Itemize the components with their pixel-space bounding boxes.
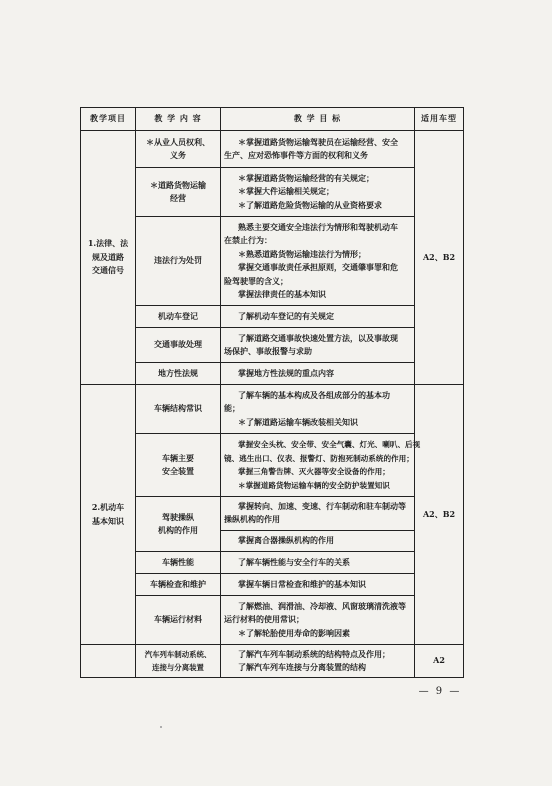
content-cell xyxy=(136,306,221,328)
vehicle-cell: A2、B2 xyxy=(415,131,464,385)
header-row xyxy=(81,108,464,131)
table-row xyxy=(81,645,464,678)
content-line: 车辆运行材料 xyxy=(154,614,202,625)
goal-cell xyxy=(221,552,415,574)
goal-cell xyxy=(221,168,415,217)
goal-line: 操纵机构的作用 xyxy=(224,514,280,525)
content-line: 汽车列车制动系统、 xyxy=(144,649,212,659)
goal-line: 运行材料的使用常识； xyxy=(224,614,304,625)
goal-line: 了解机动车登记的有关规定 xyxy=(238,310,334,321)
table-row xyxy=(81,596,464,645)
item-line: 规及道路 xyxy=(92,251,124,262)
goal-line: ＊掌握道路货物运输车辆的安全防护装置知识 xyxy=(238,480,390,490)
content-line: 车辆性能 xyxy=(162,556,194,567)
content-line: 机构的作用 xyxy=(158,525,198,535)
goal-line: 掌握离合器操纵机构的作用 xyxy=(238,535,334,546)
goal-line: 镜、逃生出口、仪表、报警灯、防抱死制动系统的作用； xyxy=(224,453,414,463)
vehicle-cell: A2、B2 xyxy=(415,385,464,645)
table-row xyxy=(81,131,464,168)
item-line: 1.法律、法 xyxy=(87,238,129,249)
table-row xyxy=(81,168,464,217)
goal-line: 掌握地方性法规的重点内容 xyxy=(238,367,334,378)
content-line: ＊道路货物运输 xyxy=(150,179,206,190)
content-cell xyxy=(136,552,221,574)
goal-cell xyxy=(221,306,415,328)
goal-cell xyxy=(221,530,415,551)
goal-line: 了解道路交通事故快速处置方法，以及事故现 xyxy=(238,332,398,343)
content-line: 交通事故处理 xyxy=(154,339,202,350)
goal-line: 掌握三角警告牌、灭火器等安全设备的作用； xyxy=(238,467,390,476)
content-line: 连接与分离装置 xyxy=(152,663,204,672)
goal-line: ＊掌握道路货物运输经营的有关规定； xyxy=(238,172,374,183)
goal-line: 能； xyxy=(224,403,240,414)
content-cell xyxy=(136,328,221,363)
goal-line: 了解汽车列车连接与分离装置的结构 xyxy=(238,662,366,672)
content-line: 车辆检查和维护 xyxy=(150,578,206,589)
header-content: 教 学 内 容 xyxy=(136,108,221,131)
table-row xyxy=(81,385,464,434)
table-row xyxy=(81,552,464,574)
goal-line: 了解车辆性能与安全行车的关系 xyxy=(238,556,350,567)
content-cell xyxy=(136,385,221,434)
goal-line: 掌握转向、加速、变速、行车制动和驻车制动等 xyxy=(238,500,406,511)
content-cell xyxy=(136,168,221,217)
content-line: 安全装置 xyxy=(162,466,194,476)
goal-cell xyxy=(221,574,415,596)
goal-line: 了解车辆的基本构成及各组成部分的基本功 xyxy=(238,389,390,400)
table-row xyxy=(81,328,464,363)
content-line: 驾驶操纵 xyxy=(162,511,194,522)
goal-cell xyxy=(221,363,415,385)
content-cell xyxy=(136,645,221,678)
content-line: 机动车登记 xyxy=(158,310,198,321)
item-cell xyxy=(81,385,136,645)
goal-line: ＊了解轮胎使用寿命的影响因素 xyxy=(238,627,350,638)
syllabus-table xyxy=(80,107,464,678)
item-line: 交通信号 xyxy=(92,265,124,276)
item-line: 基本知识 xyxy=(92,515,124,526)
header-vehicle: 适用车型 xyxy=(415,108,464,131)
goal-line: 在禁止行为： xyxy=(224,235,272,245)
content-line: 违法行为处罚 xyxy=(154,255,202,266)
content-cell xyxy=(136,363,221,385)
goal-line: 场保护、事故报警与求助 xyxy=(224,346,312,356)
goal-line: ＊了解道路危险货物运输的从业资格要求 xyxy=(238,199,382,210)
goal-line: 掌握车辆日常检查和维护的基本知识 xyxy=(238,578,366,589)
table-row xyxy=(81,363,464,385)
table-row xyxy=(81,434,464,497)
goal-cell xyxy=(221,385,415,434)
goal-line: 熟悉主要交通安全违法行为情形和驾驶机动车 xyxy=(238,221,398,232)
content-line: 地方性法规 xyxy=(158,367,198,378)
goal-cell xyxy=(221,645,415,678)
content-line: 义务 xyxy=(170,150,186,160)
goal-line: 了解汽车列车制动系统的结构特点及作用； xyxy=(238,648,390,659)
goal-line: ＊了解道路运输车辆改装相关知识 xyxy=(238,416,358,427)
goal-cell xyxy=(221,131,415,168)
goal-line: 掌握安全头枕、安全带、安全气囊、灯光、喇叭、后视 xyxy=(238,440,421,449)
goal-line: ＊掌握大件运输相关规定； xyxy=(238,186,334,197)
goal-cell xyxy=(221,328,415,363)
goal-cell xyxy=(221,217,415,306)
goal-line: ＊掌握道路货物运输驾驶员在运输经营、安全 xyxy=(238,136,398,147)
table-row xyxy=(81,497,464,531)
content-cell xyxy=(136,131,221,168)
goal-line: 生产、应对恐怖事件等方面的权利和义务 xyxy=(224,150,368,160)
header-item: 教学项目 xyxy=(81,108,136,131)
table-row xyxy=(81,574,464,596)
content-line: 车辆主要 xyxy=(162,452,194,463)
content-line: ＊从业人员权利、 xyxy=(146,136,210,147)
vehicle-cell: A2 xyxy=(415,645,464,678)
table-row xyxy=(81,217,464,306)
goal-line: 了解燃油、润滑油、冷却液、风窗玻璃清洗液等 xyxy=(238,600,406,611)
item-cell xyxy=(81,645,136,678)
content-cell xyxy=(136,574,221,596)
page-number: — 9 — xyxy=(418,686,462,697)
item-line: 2.机动车 xyxy=(91,502,125,512)
goal-cell xyxy=(221,596,415,645)
table-row xyxy=(81,306,464,328)
goal-line: 掌握交通事故责任承担原则，交通肇事罪和危 xyxy=(238,262,398,272)
speck xyxy=(160,726,162,728)
content-line: 经营 xyxy=(170,193,186,203)
content-cell xyxy=(136,434,221,497)
goal-line: 险驾驶罪的含义； xyxy=(224,275,288,286)
goal-cell xyxy=(221,497,415,531)
content-cell xyxy=(136,497,221,552)
header-goals: 教 学 目 标 xyxy=(221,108,415,131)
goal-line: ＊熟悉道路货物运输违法行为情形； xyxy=(238,248,366,259)
content-line: 车辆结构常识 xyxy=(154,403,202,414)
goal-cell xyxy=(221,434,421,497)
goal-line: 掌握法律责任的基本知识 xyxy=(238,289,326,299)
content-cell xyxy=(136,217,221,306)
item-cell xyxy=(81,131,136,385)
content-cell xyxy=(136,596,221,645)
